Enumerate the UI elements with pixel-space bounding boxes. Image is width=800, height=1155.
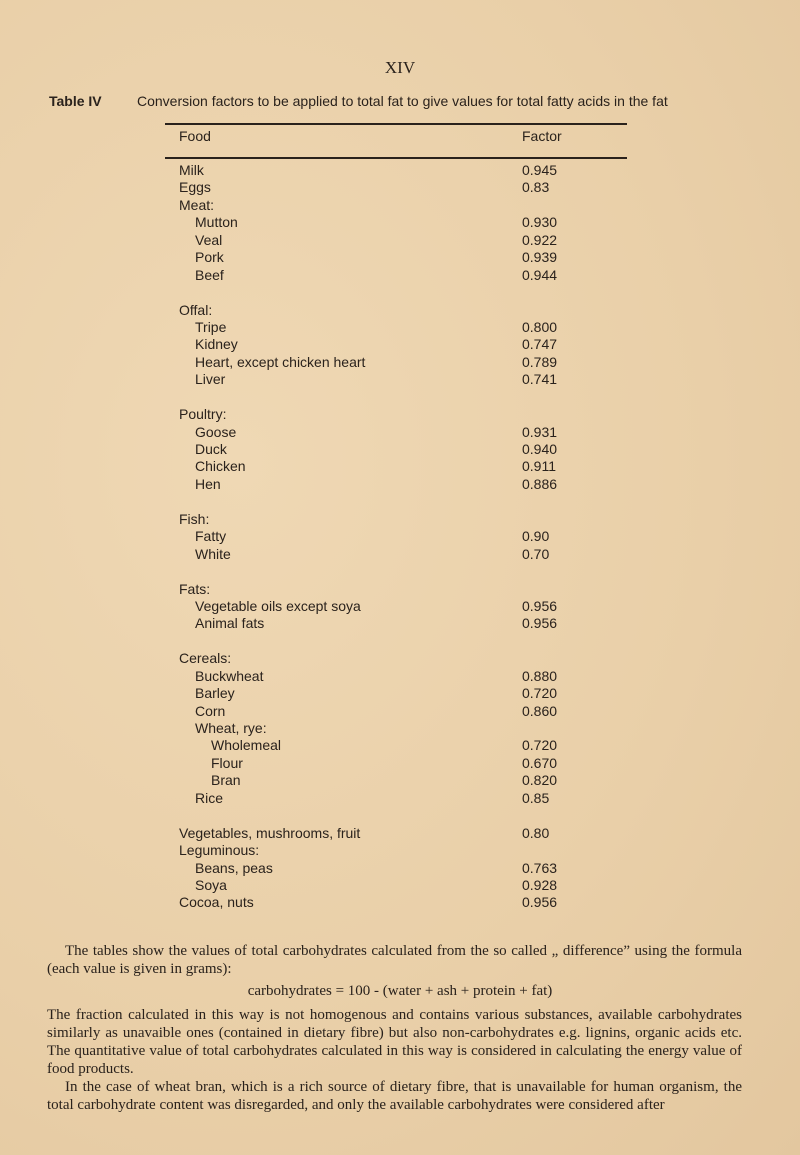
food-name: Vegetables, mushrooms, fruit: [179, 824, 361, 841]
factor-value: 0.940: [522, 441, 558, 457]
factor-value: 0.90: [522, 528, 550, 545]
factor-value: 0.860: [522, 702, 558, 719]
paragraph-1: The tables show the values of total carbohydrates calculated from the so called „ difference” using the formula (each value is given in grams):: [47, 943, 742, 977]
table-row: [165, 249, 627, 266]
food-name: Offal:: [179, 301, 213, 318]
table-row: [165, 546, 627, 563]
food-name: Cocoa, nuts: [179, 894, 254, 911]
food-name: Cereals:: [179, 650, 232, 667]
table-row: [165, 179, 627, 196]
food-name: Milk: [179, 162, 204, 178]
table-top-rule: [165, 123, 627, 125]
food-name: Bran: [211, 772, 241, 789]
food-name: Fats:: [179, 580, 211, 597]
table-row: [165, 790, 627, 807]
table-body: [165, 162, 627, 912]
food-name: Soya: [195, 876, 227, 893]
factor-value: 0.670: [522, 754, 558, 771]
food-name: Animal fats: [195, 615, 265, 632]
table-row: [165, 894, 627, 911]
factor-value: 0.939: [522, 249, 558, 266]
food-name: Veal: [195, 231, 223, 248]
table-label: Table IV: [49, 93, 102, 109]
table-row: [165, 598, 627, 615]
table-row: [165, 302, 627, 319]
table-row: [165, 371, 627, 388]
food-name: Heart, except chicken heart: [195, 353, 366, 370]
factor-value: 0.956: [522, 597, 558, 614]
table-row: [165, 860, 627, 877]
food-name: Poultry:: [179, 406, 227, 423]
table-spacer-row: [165, 563, 627, 580]
food-name: Goose: [195, 423, 237, 440]
table-row: [165, 232, 627, 249]
factor-value: 0.886: [522, 475, 558, 492]
food-name: Duck: [195, 441, 227, 457]
table-header-rule: [165, 157, 627, 159]
table-row: [165, 197, 627, 214]
food-name: Flour: [211, 754, 243, 771]
table-title: Conversion factors to be applied to total fat to give values for total fatty acids in the fat: [137, 93, 668, 109]
table-spacer-row: [165, 633, 627, 650]
table-row: [165, 668, 627, 685]
table-spacer-row: [165, 389, 627, 406]
factor-value: 0.85: [522, 789, 550, 806]
factor-value: 0.70: [522, 545, 550, 562]
header-food: Food: [179, 128, 211, 144]
paragraph-3: In the case of wheat bran, which is a rich source of dietary fibre, that is unavailable for human organism, the total carbohydrate content was disregarded, and only the available carbohydrates were considered after: [47, 1079, 742, 1113]
factor-value: 0.911: [522, 458, 556, 475]
table-row: [165, 511, 627, 528]
table-row: [165, 825, 627, 842]
table-row: [165, 685, 627, 702]
factor-value: 0.931: [522, 423, 558, 440]
factor-value: 0.944: [522, 266, 558, 283]
table-row: [165, 581, 627, 598]
table-row: [165, 424, 627, 441]
factor-value: 0.789: [522, 353, 558, 370]
food-name: Beans, peas: [195, 859, 273, 876]
factor-value: 0.820: [522, 772, 558, 789]
factor-value: 0.763: [522, 859, 558, 876]
factor-value: 0.880: [522, 667, 558, 684]
factor-value: 0.956: [522, 615, 558, 632]
food-name: Kidney: [195, 336, 238, 353]
table-row: [165, 720, 627, 737]
food-name: Corn: [195, 702, 226, 719]
food-name: Fatty: [195, 528, 227, 545]
food-name: Tripe: [195, 318, 227, 335]
table-row: [165, 441, 627, 458]
food-name: Vegetable oils except soya: [195, 597, 361, 614]
page-number: XIV: [384, 58, 416, 77]
factor-value: 0.956: [522, 894, 558, 911]
paragraph-2: The fraction calculated in this way is not homogenous and contains various substances, available carbohydrates similarly as unavaible ones (contained in dietary fibre) but also non-carbohydrates e.g. lignins, organic acids etc. The quantitative value of total carbohydrates calculated in this way is considered in calculating the energy value of food products.: [47, 1007, 742, 1077]
food-name: Pork: [195, 249, 224, 266]
food-name: Hen: [195, 475, 221, 492]
table-spacer-row: [165, 807, 627, 824]
table-row: [165, 615, 627, 632]
food-name: Buckwheat: [195, 667, 264, 684]
table-row: [165, 319, 627, 336]
food-name: Fish:: [179, 510, 210, 527]
food-name: Eggs: [179, 179, 211, 196]
formula: carbohydrates = 100 - (water + ash + protein + fat): [247, 983, 553, 999]
table-row: [165, 162, 627, 179]
factor-value: 0.747: [522, 336, 558, 353]
food-name: Mutton: [195, 214, 238, 231]
table-row: [165, 877, 627, 894]
table-row: [165, 354, 627, 371]
food-name: Leguminous:: [179, 842, 260, 859]
table-row: [165, 842, 627, 859]
food-name: Chicken: [195, 458, 246, 475]
table-spacer-row: [165, 284, 627, 301]
table-row: [165, 267, 627, 284]
table-row: [165, 772, 627, 789]
food-name: Barley: [195, 685, 235, 702]
factor-value: 0.720: [522, 737, 558, 754]
table-row: [165, 737, 627, 754]
table-row: [165, 703, 627, 720]
table-caption: [49, 93, 668, 109]
food-name: Wholemeal: [211, 737, 282, 754]
table-row: [165, 336, 627, 353]
food-name: Rice: [195, 789, 224, 806]
factor-value: 0.80: [522, 824, 550, 841]
table-row: [165, 458, 627, 475]
table-row: [165, 476, 627, 493]
factor-value: 0.800: [522, 318, 558, 335]
table-row: [165, 214, 627, 231]
factor-value: 0.720: [522, 685, 558, 702]
food-name: Meat:: [179, 196, 215, 213]
table-row: [165, 406, 627, 423]
factor-value: 0.930: [522, 214, 558, 231]
food-name: Beef: [195, 266, 224, 283]
food-name: Wheat, rye:: [195, 720, 267, 736]
factor-value: 0.928: [522, 876, 558, 893]
food-name: Liver: [195, 371, 226, 388]
factor-value: 0.945: [522, 162, 558, 178]
table-row: [165, 650, 627, 667]
food-name: White: [195, 545, 231, 562]
header-factor: Factor: [522, 128, 562, 144]
table-spacer-row: [165, 493, 627, 510]
table-row: [165, 755, 627, 772]
factor-value: 0.741: [522, 371, 558, 388]
factor-value: 0.922: [522, 231, 558, 248]
factor-value: 0.83: [522, 179, 550, 196]
table-row: [165, 528, 627, 545]
